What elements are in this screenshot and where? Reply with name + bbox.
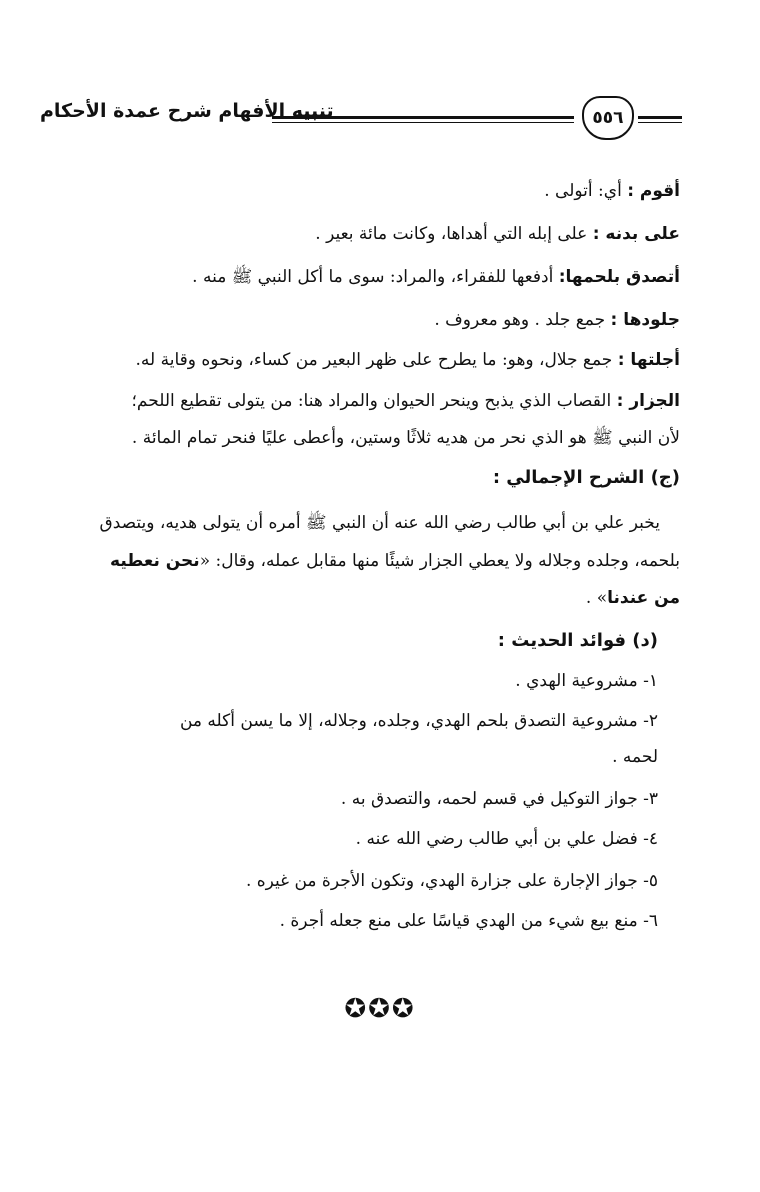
section-c-para-line-2 (60, 546, 680, 576)
section-c-para-line-1: يخبر علي بن أبي طالب رضي الله عنه أن النبي ﷺ أمره أن يتولى هديه، ويتصدق (99, 513, 660, 533)
gloss-line-5 (60, 345, 680, 375)
header-rule-left (272, 116, 574, 123)
para-text: » . (585, 588, 608, 608)
gloss-line-7 (60, 423, 680, 453)
benefit-item-3: ٣- جواز التوكيل في قسم لحمه، والتصدق به . (340, 789, 658, 809)
gloss-term: أتصدق بلحمها: (558, 267, 680, 287)
gloss-term: الجزار : (616, 391, 680, 411)
gloss-text: على إبله التي أهداها، وكانت مائة بعير . (315, 224, 593, 244)
gloss-term: جلودها : (610, 310, 680, 330)
para-text: بلحمه، وجلده وجلاله ولا يعطي الجزار شيئًا منها مقابل عمله، وقال: « (199, 551, 680, 571)
gloss-line-3 (60, 262, 680, 292)
gloss-text: أي: أتولى . (544, 181, 628, 201)
section-d-heading: (د) فوائد الحديث : (497, 630, 658, 651)
benefit-item-5: ٥- جواز الإجارة على جزارة الهدي، وتكون الأجرة من غيره . (245, 871, 658, 891)
page-number-frame (582, 96, 634, 140)
page-header (40, 92, 680, 152)
book-title: تنبيه الأفهام شرح عمدة الأحكام (40, 100, 334, 122)
gloss-line-2 (60, 219, 680, 249)
gloss-line-1 (60, 176, 680, 206)
section-c-para-line-3 (60, 583, 680, 613)
gloss-line-6 (60, 386, 680, 416)
gloss-text: جمع جلال، وهو: ما يطرح على ظهر البعير من كساء، ونحوه وقاية له. (135, 350, 618, 370)
section-c-heading: (ج) الشرح الإجمالي : (492, 467, 680, 488)
gloss-text: أدفعها للفقراء، والمراد: سوى ما أكل النبي ﷺ منه . (192, 267, 559, 287)
gloss-term: أقوم : (627, 181, 680, 201)
header-rule-right (638, 116, 682, 123)
gloss-text: القصاب الذي يذبح وينحر الحيوان والمراد هنا: من يتولى تقطيع اللحم؛ (131, 391, 617, 411)
benefit-item-6: ٦- منع بيع شيء من الهدي قياسًا على منع جعله أجرة . (279, 911, 658, 931)
gloss-line-4 (60, 305, 680, 335)
gloss-text: لأن النبي ﷺ هو الذي نحر من هديه ثلاثًا وستين، وأعطى عليًا فنحر تمام المائة . (131, 428, 680, 448)
end-ornament: ✪✪✪ (344, 994, 416, 1024)
gloss-term: أجلتها : (617, 350, 680, 370)
benefit-item-2-continued: لحمه . (612, 747, 658, 767)
para-quote: من عندنا (607, 588, 680, 608)
page-number: ٥٥٦ (592, 108, 624, 128)
benefit-item-4: ٤- فضل علي بن أبي طالب رضي الله عنه . (355, 829, 658, 849)
benefit-item-1: ١- مشروعية الهدي . (515, 671, 658, 691)
para-quote: نحن نعطيه (110, 551, 200, 571)
benefit-item-2: ٢- مشروعية التصدق بلحم الهدي، وجلده، وجلاله، إلا ما يسن أكله من (179, 711, 658, 731)
gloss-text: جمع جلد . وهو معروف . (434, 310, 611, 330)
gloss-term: على بدنه : (592, 224, 680, 244)
